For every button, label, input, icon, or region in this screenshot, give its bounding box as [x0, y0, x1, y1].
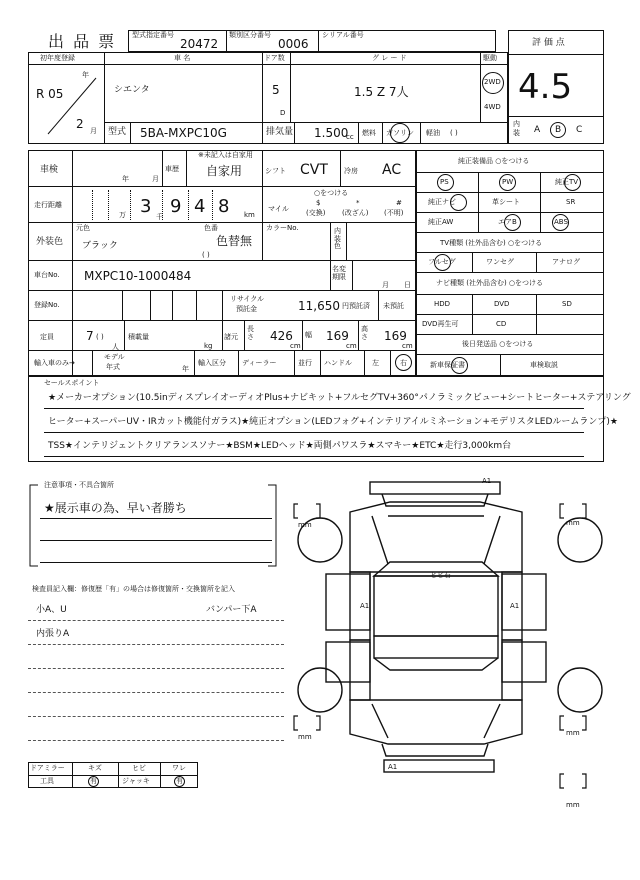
exterior-label: 外装色: [36, 237, 64, 247]
displacement-unit: cc: [346, 133, 354, 141]
genuine-header: 純正装備品 ○をつける: [458, 157, 530, 165]
category-label: 類別区分番号: [229, 31, 271, 39]
capacity-unit: 人: [112, 343, 119, 351]
legend-scratch: キズ: [88, 764, 102, 772]
import-class-label: 輸入区分: [198, 359, 226, 367]
interior-grade-a: A: [534, 125, 541, 135]
navi-sd[interactable]: SD: [562, 300, 572, 308]
model-designation-label: 型式指定番号: [132, 31, 174, 39]
sales-line-1: ★メーカーオプション(10.5inディスプレイオーディオPlus+ナビキット+フルセグTV+360°パノラミックビュー+シートヒーター+ステアリング: [48, 393, 631, 403]
inspector-line-1-left: 小A、U: [36, 605, 67, 615]
dimensions-label: 諸元: [224, 333, 238, 341]
diagram-bottom-mark: A1: [388, 763, 398, 771]
recycle-label-1: リサイクル: [230, 295, 265, 303]
interior-color-label: 内装色: [334, 227, 341, 251]
later-header: 後日発送品 ○をつける: [462, 340, 534, 348]
dvd-play[interactable]: DVD再生可: [422, 320, 459, 328]
tv-analog[interactable]: アナログ: [552, 258, 580, 266]
equip-genuine-tv[interactable]: 純正TV: [555, 178, 579, 186]
mileage-label: 走行距離: [34, 201, 62, 209]
recycle-value: 11,650: [298, 299, 340, 313]
width-value: 169: [326, 329, 349, 343]
equip-pw[interactable]: PW: [502, 178, 514, 186]
caution-label: 注意事項・不具合箇所: [44, 481, 114, 489]
equip-genuine-aw[interactable]: 純正AW: [428, 218, 454, 226]
drive-label: 駆動: [483, 54, 497, 62]
drive-2wd: 2WD: [484, 78, 501, 86]
diagram-roof-mark: ヒビ石: [430, 571, 451, 579]
model-value: 5BA-MXPC10G: [140, 126, 227, 140]
navi-dvd[interactable]: DVD: [494, 300, 510, 308]
interior-label-1: 内: [513, 120, 520, 128]
mileage-note: ○をつける: [314, 189, 349, 197]
month-unit: 月: [90, 127, 97, 135]
diagram-top-mark: A1: [482, 477, 492, 485]
model-designation-value: 20472: [180, 37, 219, 51]
mileage-digit-9: 9: [170, 196, 182, 217]
drive-4wd: 4WD: [484, 103, 501, 111]
recycle-unit: 円預託済: [342, 302, 370, 310]
diagram-left-mark: A1: [360, 602, 370, 610]
shift-label: シフト: [265, 167, 286, 175]
diagram-right-mark: A1: [510, 602, 520, 610]
mm-rear-left: mm: [298, 733, 312, 741]
grade-value: 1.5 Z 7人: [354, 85, 409, 99]
name-change-label: 名変期限: [332, 265, 346, 281]
first-reg-label: 初年度登録: [40, 54, 75, 62]
caution-text: ★展示車の為、早い者勝ち: [44, 501, 187, 515]
legend-tools-has: 有: [90, 777, 97, 785]
capacity-label: 定員: [40, 333, 54, 341]
inspector-label: 検査員記入欄：修復歴「有」の場合は修復箇所・交換箇所を記入: [32, 585, 235, 593]
mileage-sen-unit: 千: [156, 213, 163, 221]
mileage-digit-4: 4: [194, 196, 206, 217]
reg-no-label: 登録No.: [34, 301, 60, 309]
door-count: 5: [272, 83, 280, 97]
legend-door-mirror: ドアミラー: [30, 764, 65, 772]
displacement-label: 排気量: [266, 127, 294, 137]
handle-label: ハンドル: [324, 359, 352, 367]
capacity-paren: ( ): [96, 333, 104, 341]
recycle-not: 未預託: [383, 302, 404, 310]
navi-hdd[interactable]: HDD: [434, 300, 451, 308]
shift-value: CVT: [300, 162, 328, 178]
import-label: 輸入車のみ→: [34, 359, 75, 367]
ac-value: AC: [382, 162, 402, 178]
grade-label: グ レ ー ド: [372, 54, 407, 62]
parallel-option[interactable]: 並行: [298, 359, 312, 367]
mileage-digit-3: 3: [140, 196, 152, 217]
tv-oneseg[interactable]: ワンセグ: [486, 258, 514, 266]
category-value: 0006: [278, 37, 309, 51]
legend-jack: ジャッキ: [122, 777, 150, 785]
inspector-line-2: 内張りA: [36, 629, 70, 639]
inspection-label: 車検: [40, 165, 59, 175]
tamper-symbol: *: [356, 199, 360, 207]
ac-label: 冷房: [344, 167, 358, 175]
car-name: シエンタ: [114, 85, 150, 95]
serial-label: シリアル番号: [322, 31, 364, 39]
inspection-month-unit: 月: [152, 175, 159, 183]
color-no-label: 色番: [204, 224, 218, 232]
height-label: 高さ: [361, 325, 368, 341]
length-value: 426: [270, 329, 293, 343]
unknown-label: (不明): [384, 209, 404, 217]
later-manual[interactable]: 車検取説: [530, 361, 558, 369]
caution-bracket: [28, 482, 288, 572]
later-warranty[interactable]: 新車保証書: [430, 361, 465, 369]
light-oil-label: 軽油: [426, 129, 440, 137]
reg-month: 2: [76, 117, 84, 131]
color-code-label: カラーNo.: [266, 224, 299, 232]
recycle-label-2: 預託金: [236, 305, 257, 313]
exterior-value: ブラック: [82, 241, 118, 251]
model-label: 型式: [108, 127, 127, 137]
doors-label: ドア数: [264, 54, 285, 62]
mm-front-left: mm: [298, 521, 312, 529]
mm-rear-right: mm: [566, 729, 580, 737]
replace-label: (交換): [306, 209, 326, 217]
height-unit: cm: [402, 342, 413, 350]
legend-jack-has: 有: [176, 777, 183, 785]
chassis-label: 車台No.: [34, 271, 60, 279]
interior-grade-b: B: [555, 125, 562, 135]
door-type: D: [280, 109, 286, 117]
navi-header: ナビ種類 (社外品含む) ○をつける: [436, 279, 544, 287]
orig-color-label: 元色: [76, 224, 90, 232]
handle-right[interactable]: 右: [400, 359, 407, 367]
mile-label: マイル: [268, 205, 289, 213]
equip-genuine-navi[interactable]: 純正ナビ: [428, 198, 456, 206]
inspector-line-1-right: バンパー下A: [206, 605, 257, 615]
mileage-km-unit: km: [244, 211, 255, 219]
mm-rear-extra: mm: [566, 801, 580, 809]
load-label: 積載量: [128, 333, 149, 341]
sales-line-2: ヒーター+スーパーUV・IRカット機能付ガラス)★純正オプション(LEDフォグ+インテリアイルミネーション+モデリスタLEDルームランプ)★: [48, 417, 618, 427]
capacity-value: 7: [86, 329, 94, 343]
fuel-other-paren: ( ): [450, 129, 458, 137]
dealer-option[interactable]: ディーラー: [242, 359, 277, 367]
model-year-label-1: モデル: [104, 353, 125, 361]
length-label: 長さ: [247, 325, 254, 341]
length-unit: cm: [290, 342, 301, 350]
interior-grade-c: C: [576, 125, 583, 135]
replace-symbol: $: [316, 199, 321, 207]
score-label: 評 価 点: [532, 38, 565, 48]
height-value: 169: [384, 329, 407, 343]
interior-label-2: 装: [513, 129, 520, 137]
model-year-unit: 年: [182, 365, 189, 373]
legend-broken: ワレ: [172, 764, 186, 772]
color-paren: ( ): [202, 251, 210, 259]
sales-line-3: TSS★インテリジェントクリアランスソナー★BSM★LEDヘッド★両側パワスラ★スマキー★ETC★走行3,000km台: [48, 441, 512, 451]
inspection-year-unit: 年: [122, 175, 129, 183]
mm-front-right: mm: [566, 519, 580, 527]
name-change-month: 月: [382, 281, 389, 289]
handle-left[interactable]: 左: [372, 359, 379, 367]
usage-value: 自家用: [206, 164, 243, 178]
width-unit: cm: [346, 342, 357, 350]
equip-leather[interactable]: 革シート: [492, 198, 520, 206]
equip-airbag[interactable]: エアB: [498, 218, 517, 226]
year-unit: 年: [82, 71, 89, 79]
width-label: 幅: [305, 331, 312, 339]
color-change-value: 色替無: [216, 234, 253, 248]
fuel-value: ガソリン: [386, 129, 414, 137]
car-damage-diagram: [290, 476, 610, 806]
tamper-label: (改ざん): [342, 209, 369, 217]
usage-note: ※未記入は自家用: [198, 151, 253, 159]
fuel-label: 燃料: [362, 129, 376, 137]
navi-cd[interactable]: CD: [496, 320, 507, 328]
sales-label: セールスポイント: [44, 379, 100, 387]
chassis-value: MXPC10-1000484: [84, 269, 192, 283]
year-era: R 05: [36, 87, 64, 101]
tv-header: TV種類 (社外品含む) ○をつける: [440, 239, 543, 247]
page-title: 出 品 票: [48, 32, 117, 51]
legend-crack: ヒビ: [132, 764, 146, 772]
model-year-label-2: 年式: [106, 363, 120, 371]
mileage-digit-8: 8: [218, 196, 230, 217]
unknown-symbol: #: [396, 199, 402, 207]
name-change-day: 日: [404, 281, 411, 289]
load-unit: kg: [204, 342, 213, 350]
usage-label: 車歴: [165, 165, 179, 173]
mileage-man-unit: 万: [119, 211, 126, 219]
equip-sr[interactable]: SR: [566, 198, 576, 206]
displacement-value: 1.500: [314, 126, 349, 140]
equip-abs[interactable]: ABS: [554, 218, 568, 226]
tv-fullseg[interactable]: フルセグ: [428, 258, 456, 266]
car-name-label: 車 名: [174, 54, 191, 62]
score-value: 4.5: [518, 67, 573, 107]
equip-ps[interactable]: PS: [440, 178, 449, 186]
legend-tools: 工具: [40, 777, 54, 785]
